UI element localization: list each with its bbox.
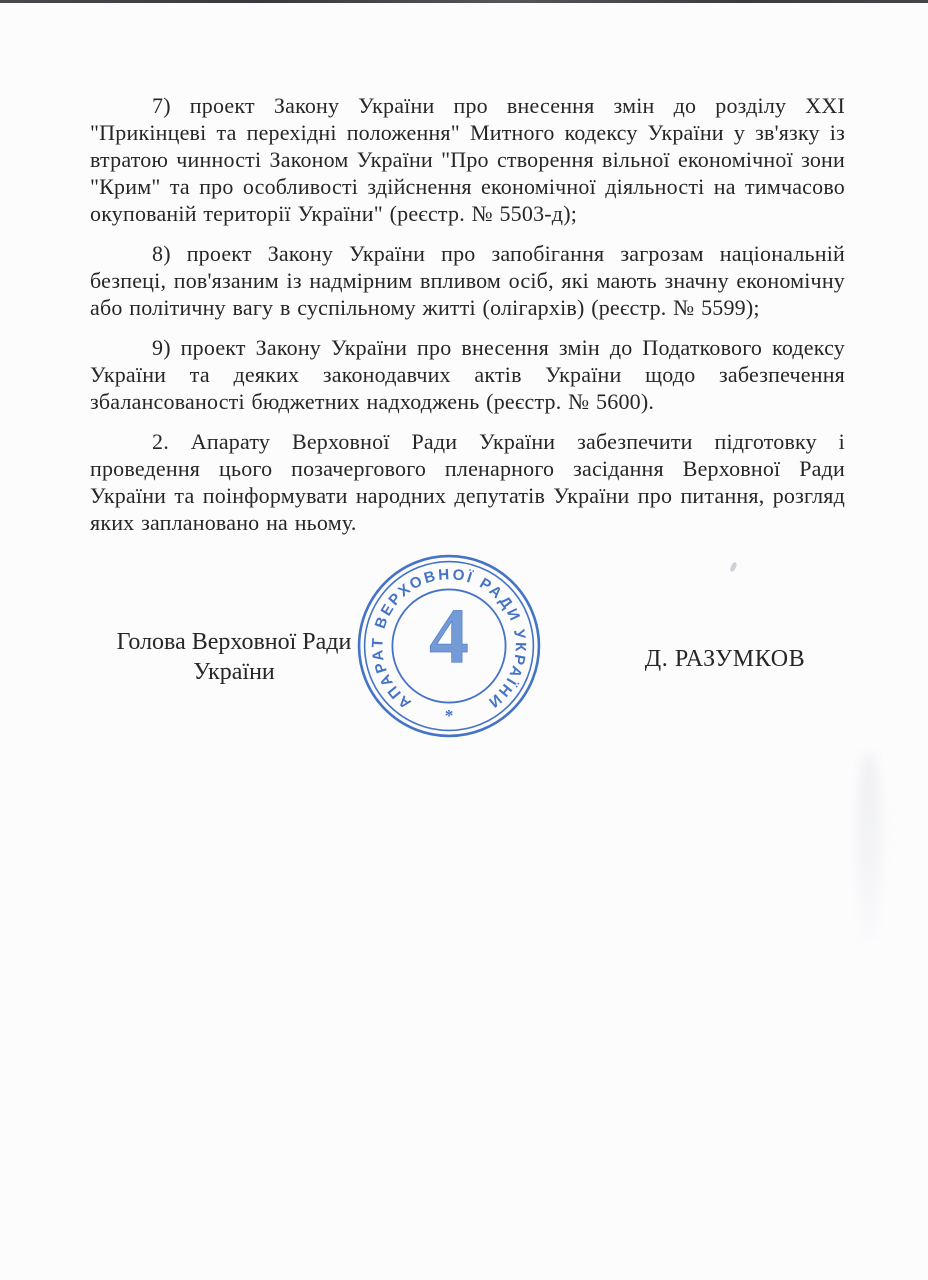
list-item-9: 9) проект Закону України про внесення змін до Податкового кодексу України та деяких законодавчих актів України щодо забезпечення збалансованості бюджетних надходжень (реєстр. № 5600). — [90, 335, 845, 414]
signatory-title-line1: Голова Верховної Ради — [116, 629, 352, 655]
scan-speck-artifact — [729, 561, 738, 572]
scan-edge-artifact — [0, 0, 928, 3]
stamp-ring-text: АПАРАТ ВЕРХОВНОЇ РАДИ УКРАЇНИ — [369, 566, 529, 712]
stamp-asterisk: * — [444, 705, 454, 725]
stamp-center-number: 4 — [429, 593, 469, 681]
signatory-name: Д. РАЗУМКОВ — [644, 646, 806, 672]
scan-smudge-artifact — [856, 752, 882, 942]
clause-2: 2. Апарату Верховної Ради України забезпечити підготовку і проведення цього позачергового пленарного засідання Верховної Ради України та поінформувати народних депутатів України про питання, розгляд яких заплановано на ньому. — [90, 429, 845, 535]
document-body — [90, 92, 845, 549]
official-stamp-icon — [356, 551, 542, 741]
signatory-title-line2: України — [193, 659, 275, 685]
list-item-7: 7) проект Закону України про внесення змін до розділу XXI "Прикінцеві та перехідні положення" Митного кодексу України у зв'язку із втратою чинності Законом України "Про створення вільної економічної зони "Крим" та про особливості здійснення економічної діяльності на тимчасово окупованій території України" (реєстр. № 5503-д); — [90, 93, 845, 226]
list-item-8: 8) проект Закону України про запобігання загрозам національній безпеці, пов'язаним із надмірним впливом осіб, які мають значну економічну або політичну вагу в суспільному житті (олігархів) (реєстр. № 5599); — [90, 241, 845, 320]
signatory-title — [108, 627, 360, 687]
